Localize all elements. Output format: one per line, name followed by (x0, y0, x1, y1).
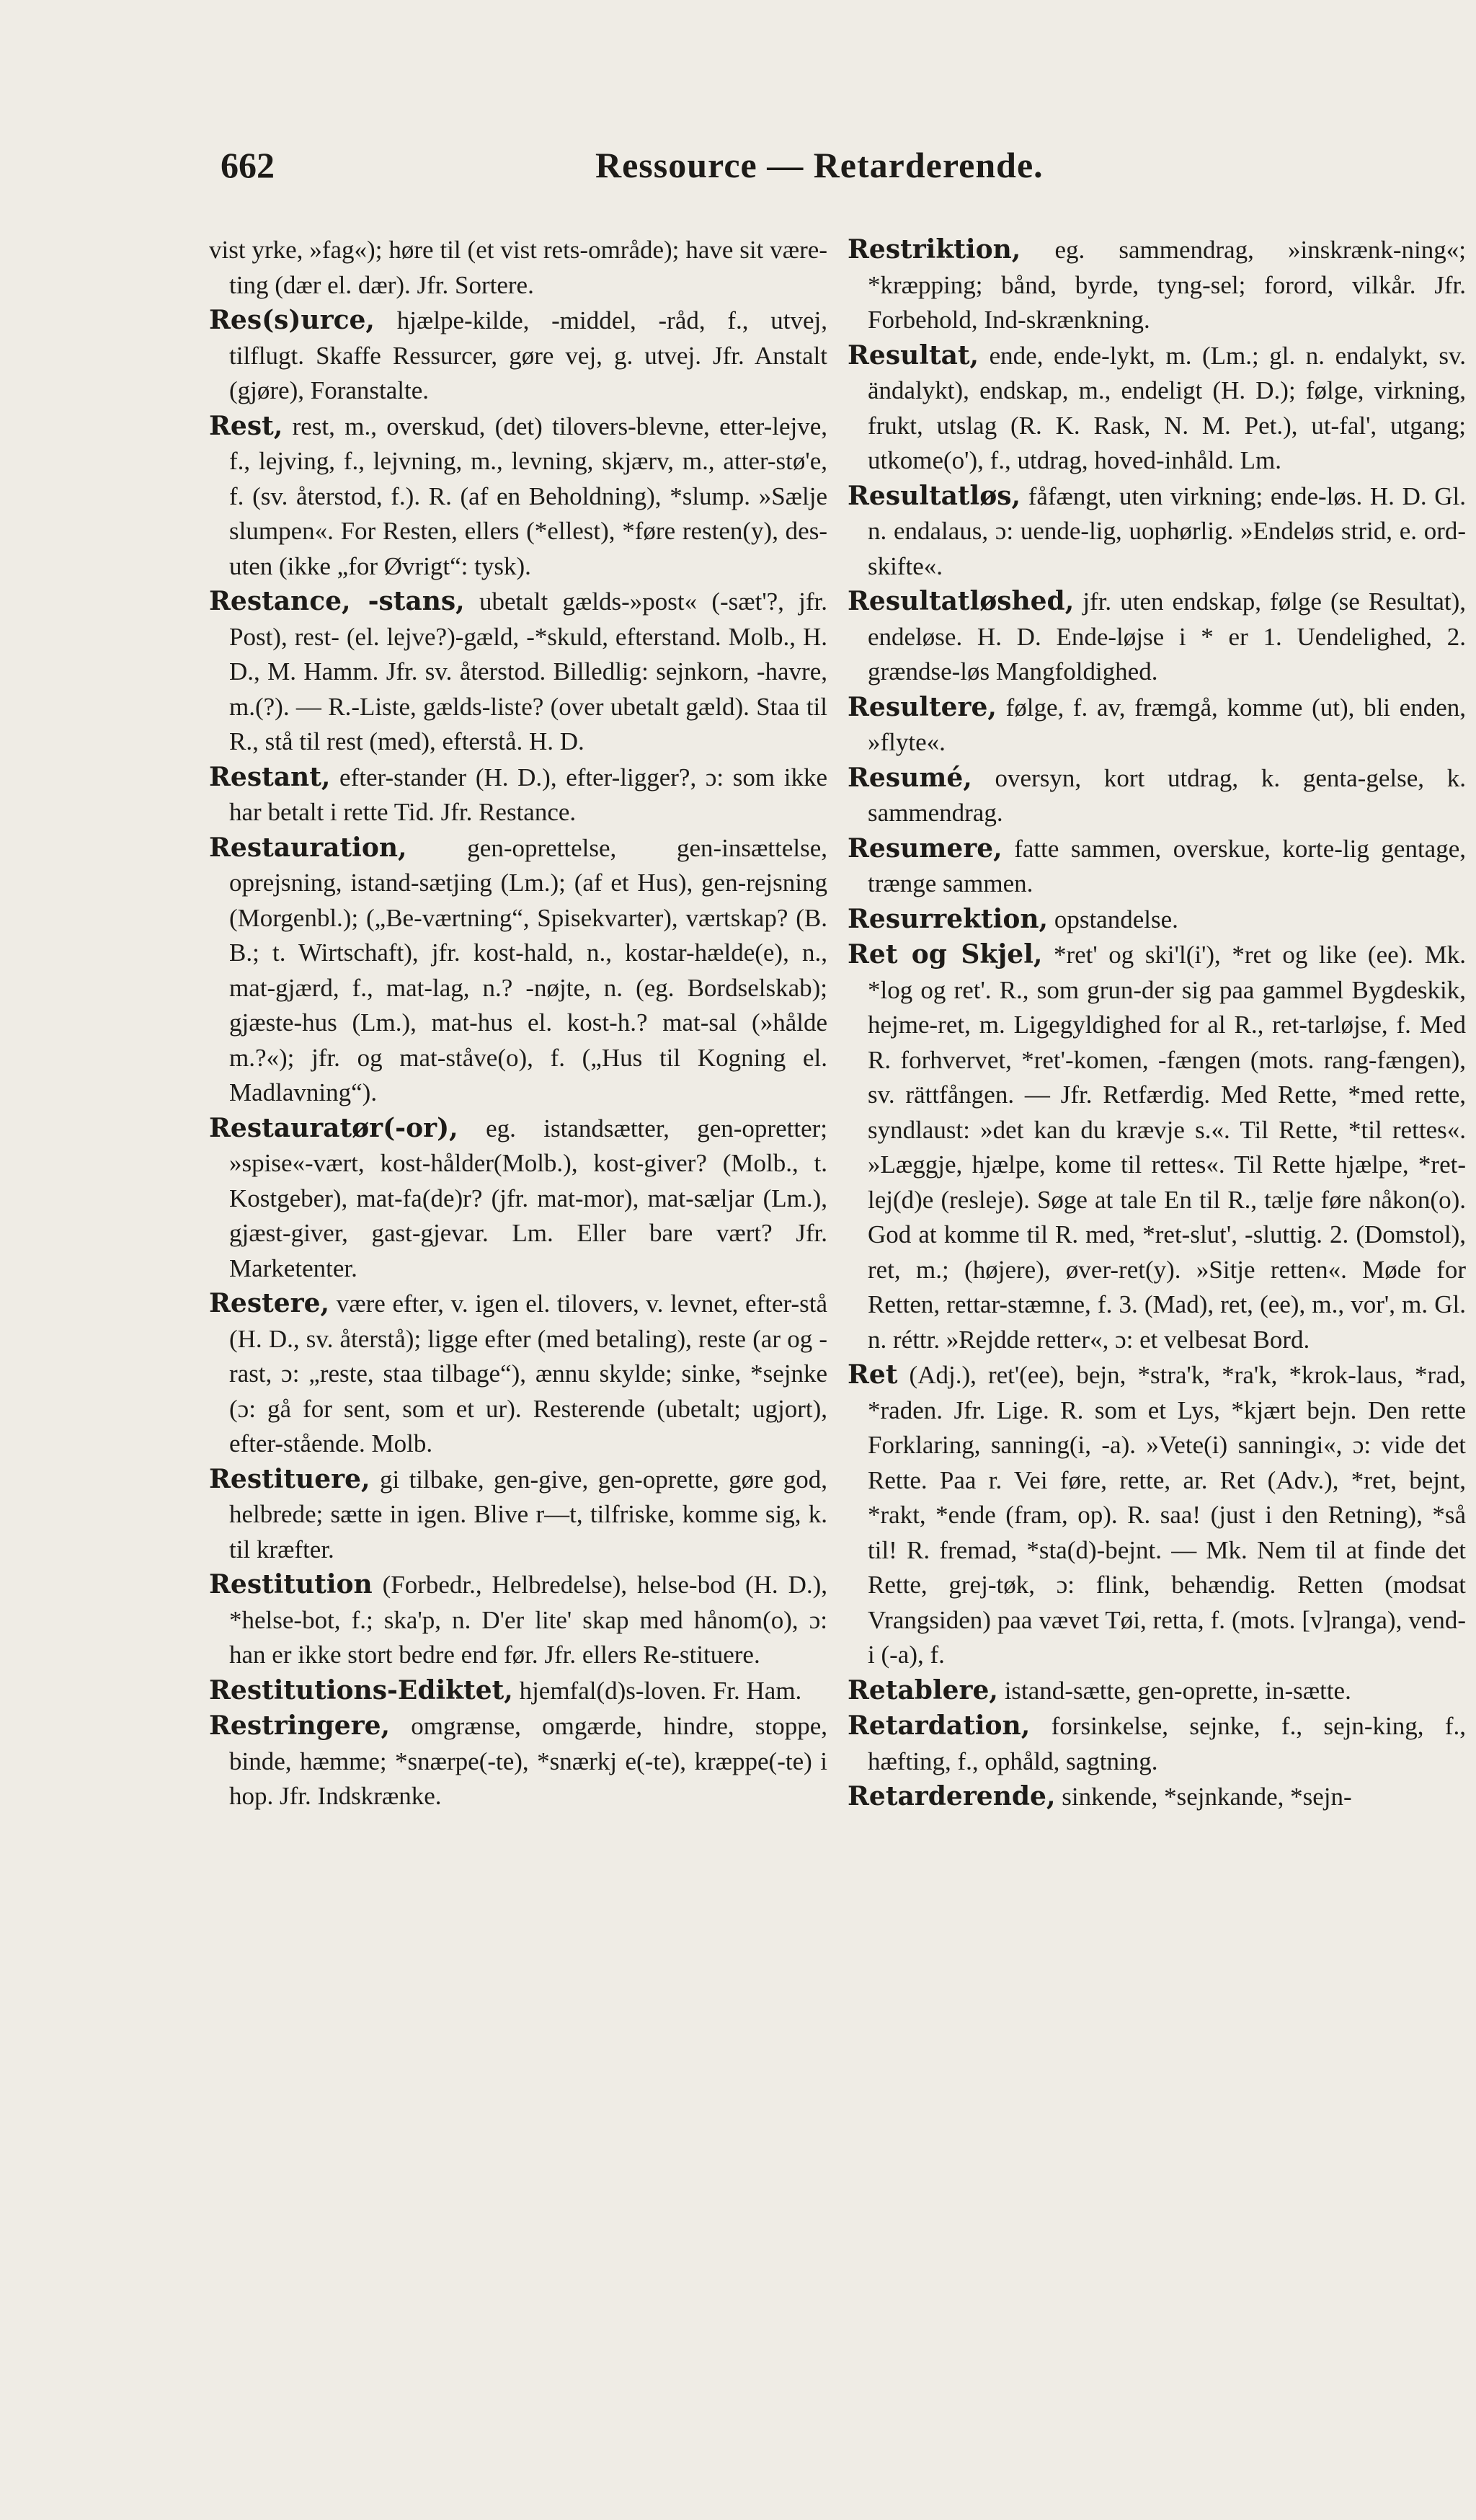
entry-definition: oversyn, kort utdrag, k. genta-gelse, k. sammendrag. (868, 763, 1466, 827)
entry-headword: Restere, (209, 1288, 330, 1318)
dictionary-entry (848, 1673, 1466, 1709)
dictionary-entry (209, 1286, 827, 1462)
page-number: 662 (221, 145, 275, 185)
dictionary-entry (848, 937, 1466, 1357)
entry-definition: hjælpe-kilde, -middel, -råd, f., utvej, tilflugt. Skaffe Ressurcer, gøre vej, g. utvej. Jfr. Anstalt (gjøre), Foranstalte. (229, 306, 827, 404)
entry-definition: rest, m., overskud, (det) tilovers-blevne, etter-lejve, f., lejving, f., lejvning, m., levning, skjærv, m., atter-stø'e, f. (sv. återstod, f.). R. (af en Beholdning), *slump. »Sælje slumpen«. For Resten, ellers (*ellest), *føre resten(y), des-uten (ikke „for Øvrigt“: tysk). (229, 412, 827, 580)
entry-definition: efter-stander (H. D.), efter-ligger?, ɔ: som ikke har betalt i rette Tid. Jfr. Restance. (229, 763, 827, 826)
entry-definition: følge, f. av, fræmgå, komme (ut), bli enden, »flyte«. (868, 693, 1466, 756)
entry-definition: forsinkelse, sejnke, f., sejn-king, f., hæfting, f., ophåld, sagtning. (868, 1712, 1466, 1775)
dictionary-entry (848, 584, 1466, 690)
entry-definition: jfr. uten endskap, følge (se Resultat), endeløse. H. D. Ende-løjse i * er 1. Uendelighed, 2. grændse-løs Mangfoldighed. (868, 587, 1466, 686)
dictionary-entry (209, 409, 827, 585)
entry-headword: Restauratør(-or), (209, 1112, 458, 1143)
dictionary-entry (848, 1779, 1466, 1815)
entry-definition: (Adj.), ret'(ee), bejn, *stra'k, *ra'k, *krok-laus, *rad, *raden. Jfr. Lige. R. som et Lys, *kjært bejn. Den rette Forklaring, sanning(i, -a). »Vete(i) sanningi«, ɔ: vide det Rette. Paa r. Vei føre, rette, ar. Ret (Adv.), *ret, bejnt, *rakt, *ende (fram, op). R. saa! (just i den Retning), *så til! R. fremad, *sta(d)-bejnt. — Mk. Nem til at finde det Rette, grej-tøk, ɔ: flink, behændig. Retten (modsat Vrangsiden) paa vævet Tøi, retta, f. (mots. [v]ranga), vend-i (-a), f. (868, 1361, 1466, 1669)
entry-definition: omgrænse, omgærde, hindre, stoppe, binde, hæmme; *snærpe(-te), *snærkj e(-te), kræppe(-te) i hop. Jfr. Indskrænke. (229, 1712, 827, 1810)
running-head: Ressource — Retarderende. (595, 145, 1044, 185)
entry-headword: Restauration, (209, 832, 407, 863)
dictionary-entry (209, 1708, 827, 1814)
dictionary-entry (848, 232, 1466, 338)
dictionary-entry (209, 1111, 827, 1287)
dictionary-entry (848, 479, 1466, 585)
dictionary-entry (209, 303, 827, 409)
entry-headword: Retablere, (848, 1674, 998, 1705)
entry-definition: sinkende, *sejnkande, *sejn- (1062, 1783, 1352, 1811)
left-column (209, 232, 827, 2481)
dictionary-entry (848, 831, 1466, 902)
entry-headword: Restant, (209, 761, 331, 792)
entry-definition: eg. istandsætter, gen-opretter; »spise«-vært, kost-hålder(Molb.), kost-giver? (Molb., t. Kostgeber), mat-fa(de)r? (jfr. mat-mor), mat-sæljar (Lm.), gjæst-giver, gast-gjevar. Lm. Eller bare vært? Jfr. Marketenter. (229, 1114, 827, 1282)
entry-headword: Resultat, (848, 340, 979, 371)
entry-headword: Ret (848, 1359, 898, 1390)
dictionary-entry (209, 232, 827, 303)
entry-definition: gen-oprettelse, gen-insættelse, oprejsning, istand-sætjing (Lm.); (af et Hus), gen-rejsning (Morgenbl.); („Be-værtning“, Spisekvarter), værtskap? (B. B.; t. Wirtschaft), jfr. kost-hald, n., kostar-hælde(e), n., mat-gjærd, f., mat-lag, n.? -nøjte, n. (eg. Bordselskab); gjæste-hus (Lm.), mat-hus el. kost-h.? mat-sal (»hålde m.?«); jfr. og mat-ståve(o), f. („Hus til Kogning el. Madlavning“). (229, 833, 827, 1106)
entry-headword: Restriktion, (848, 234, 1021, 265)
entry-headword: Restituere, (209, 1463, 370, 1494)
entry-headword: Resumé, (848, 762, 972, 793)
entry-headword: Rest, (209, 410, 283, 441)
right-column (848, 232, 1466, 2481)
entry-definition: fatte sammen, overskue, korte-lig gentage, trænge sammen. (868, 834, 1466, 897)
entry-definition: (Forbedr., Helbredelse), helse-bod (H. D.), *helse-bot, f.; ska'p, n. D'er lite' skap med hånom(o), ɔ: han er ikke stort bedre end før. Jfr. ellers Re-stituere. (229, 1571, 827, 1669)
entry-headword: Resumere, (848, 833, 1002, 864)
entry-headword: Retarderende, (848, 1781, 1056, 1811)
entry-definition: ubetalt gælds-»post« (-sæt'?, jfr. Post), rest- (el. lejve?)-gæld, -*skuld, efterstand. Molb., H. D., M. Hamm. Jfr. sv. återstod. Billedlig: sejnkorn, -havre, m.(?). — R.-Liste, gælds-liste? (over ubetalt gæld). Staa til R., stå til rest (med), efterstå. H. D. (229, 587, 827, 755)
entry-definition: være efter, v. igen el. tilovers, v. levnet, efter-stå (H. D., sv. återstå); ligge efter (med betaling), reste (ar og -rast, ɔ: „reste, staa tilbage“), ænnu skylde; sinke, *sejnke (ɔ: gå for sent, som et ur). Resterende (ubetalt; ugjort), efter-stående. Molb. (229, 1290, 827, 1458)
entry-headword: Retardation, (848, 1711, 1031, 1741)
entry-headword: Restance, -stans, (209, 586, 465, 616)
dictionary-entry (848, 338, 1466, 479)
entry-definition: vist yrke, »fag«); høre til (et vist rets-område); have sit være-ting (dær el. dær). Jfr. Sortere. (209, 236, 827, 299)
dictionary-entry (848, 760, 1466, 831)
entry-definition: ende, ende-lykt, m. (Lm.; gl. n. endalykt, sv. ändalykt), endskap, m., endeligt (H. D.); følge, virkning, frukt, utslag (R. K. Rask, N. M. Pet.), ut-fal', utgang; utkome(o'), f., utdrag, hoved-inhåld. Lm. (868, 341, 1466, 474)
dictionary-entry (209, 1567, 827, 1673)
entry-definition: opstandelse. (1054, 905, 1178, 933)
entry-headword: Restitution (209, 1569, 373, 1600)
page-header (221, 144, 1169, 195)
entry-headword: Res(s)urce, (209, 305, 375, 335)
dictionary-entry (209, 1462, 827, 1568)
entry-definition: eg. sammendrag, »inskrænk-ning«; *kræpping; bånd, byrde, tyng-sel; forord, vilkår. Jfr. Forbehold, Ind-skrænkning. (868, 236, 1466, 334)
dictionary-entry (209, 1673, 827, 1709)
entry-headword: Resultatløs, (848, 480, 1021, 511)
dictionary-entry (209, 830, 827, 1111)
dictionary-entry (848, 690, 1466, 760)
dictionary-entry (848, 902, 1466, 938)
entry-headword: Restringere, (209, 1711, 391, 1741)
entry-definition: istand-sætte, gen-oprette, in-sætte. (1004, 1676, 1351, 1705)
entry-headword: Resultere, (848, 691, 997, 722)
dictionary-entry (209, 760, 827, 830)
entry-definition: hjemfal(d)s-loven. Fr. Ham. (519, 1676, 802, 1705)
entry-definition: *ret' og ski'l(i'), *ret og like (ee). Mk. *log og ret'. R., som grun-der sig paa gammel Bygdeskik, hejme-ret, m. Ligegyldighed for al R., ret-tarløjse, f. Med R. forhvervet, *ret'-komen, -fængen (mots. rang-fængen), sv. rättfången. — Jfr. Retfærdig. Med Rette, *med rette, syndlaust: »det kan du krævje s.«. Til Rette, *til rettes«. »Læggje, hjælpe, kome til rettes«. Til Rette hjælpe, *ret-lej(d)e (resleje). Søge at tale En til R., tælje føre nåkon(o). God at komme til R. med, *ret-slut', -sluttig. 2. (Domstol), ret, m.; (højere), øver-ret(y). »Sitje retten«. Møde for Retten, rettar-stæmne, f. 3. (Mad), ret, (ee), m., vor', m. Gl. n. réttr. »Rejdde retter«, ɔ: et velbesat Bord. (868, 941, 1466, 1354)
entry-headword: Ret og Skjel, (848, 939, 1043, 970)
entry-headword: Resultatløshed, (848, 586, 1075, 616)
entry-definition: fåfængt, uten virkning; ende-løs. H. D. Gl. n. endalaus, ɔ: uende-lig, uophørlig. »Endeløs strid, e. ord-skifte«. (868, 482, 1466, 580)
entry-definition: gi tilbake, gen-give, gen-oprette, gøre god, helbrede; sætte in igen. Blive r—t, tilfriske, komme sig, k. til kræfter. (229, 1465, 827, 1563)
entry-headword: Resurrektion, (848, 903, 1049, 934)
dictionary-entry (848, 1708, 1466, 1779)
entry-headword: Restitutions-Ediktet, (209, 1674, 513, 1705)
dictionary-entry (848, 1357, 1466, 1673)
dictionary-entry (209, 584, 827, 760)
